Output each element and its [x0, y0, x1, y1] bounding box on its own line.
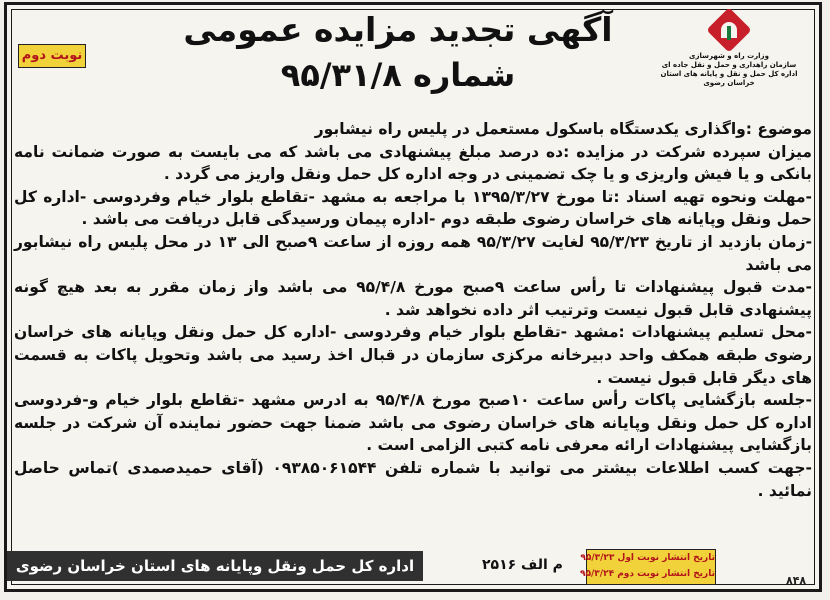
organization-logo-icon	[709, 12, 749, 52]
paragraph-deadline: -مدت قبول پیشنهادات تا رأس ساعت ۹صبح مورخ ۹۵/۴/۸ می باشد واز زمان مقرر به بعد هیچ گونه پیشنهادی قابل قبول نیست وترتیب اثر داده نخواهد شد .	[14, 278, 812, 319]
org-line-province: خراسان رضوی	[703, 79, 755, 87]
paragraph-submission: -محل تسلیم پیشنهادات :مشهد -تقاطع بلوار خیام وفردوسی -اداره کل حمل ونقل وپایانه های خراسان رضوی طبقه همکف واحد دبیرخانه مرکزی سازمان در قبال اخذ رسید می باشد وتحویل پاکات به قسمت های دیگر قابل قبول نیست .	[14, 323, 812, 387]
paragraph-subject: موضوع :واگذاری یکدستگاه باسکول مستعمل در پلیس راه نیشابور	[314, 120, 812, 138]
paragraph-contact: -جهت کسب اطلاعات بیشتر می توانید با شماره تلفن ۰۹۳۸۵۰۶۱۵۴۴ (آقای حمیدصمدی )تماس حاصل نمائید .	[14, 458, 812, 500]
title-block	[158, 8, 638, 98]
round-badge: نوبت دوم	[18, 44, 86, 68]
org-line-department: اداره کل حمل و نقل و پایانه های استان	[660, 70, 798, 78]
publish-date-first: تاریخ انتشار نوبت اول ۹۵/۳/۲۳	[580, 553, 715, 563]
org-line-ministry: وزارت راه و شهرسازی	[689, 52, 769, 60]
ad-title: آگهی تجدید مزایده عمومی	[183, 10, 613, 49]
org-line-organization: سازمان راهداری و حمل و نقل جاده ای	[661, 61, 797, 69]
reference-code: م الف ۲۵۱۶	[482, 557, 563, 573]
paragraph-documents: -مهلت ونحوه تهیه اسناد :تا مورخ ۱۳۹۵/۳/۲۷ با مراجعه به مشهد -تقاطع بلوار خیام وفردوسی -اداره کل حمل ونقل وپایانه های خراسان رضوی طبقه دوم -اداره پیمان ورسیدگی قابل دریافت می باشد .	[14, 187, 812, 229]
page-number: ۸۴۸	[786, 574, 807, 587]
organization-logo-block	[654, 12, 804, 112]
paragraph-visit: -زمان بازدید از تاریخ ۹۵/۳/۲۳ لغایت ۹۵/۳/۲۷ همه روزه از ساعت ۹صبح الی ۱۳ در محل پلیس راه نیشابور می باشد	[14, 232, 813, 274]
publish-date-second: تاریخ انتشار نوبت دوم ۹۵/۳/۲۴	[580, 569, 715, 579]
paragraph-opening: -جلسه بازگشایی پاکات رأس ساعت ۱۰صبح مورخ ۹۵/۴/۸ به ادرس مشهد -تقاطع بلوار خیام و-فردوسی اداره کل حمل ونقل وپایانه های خراسان رضوی می باشد ضمنا جهت حضور نماینده آن شرکت در جلسه بازگشایی پیشنهادات ارائه معرفی نامه کتبی الزامی است .	[14, 391, 812, 455]
footer-organization: اداره کل حمل ونقل وپایانه های استان خراسان رضوی	[7, 551, 423, 581]
ad-header	[8, 8, 810, 116]
publication-dates-box	[580, 549, 716, 585]
ad-number: شماره ۹۵/۳۱/۸	[280, 56, 516, 94]
ad-body	[14, 118, 812, 502]
paragraph-deposit: میزان سپرده شرکت در مزایده :ده درصد مبلغ پیشنهادی می باشد که می بایست به صورت ضمانت نامه بانکی و یا فیش واریزی و یا چک تضمینی در وجه اداره کل حمل ونقل واریز می گردد .	[14, 142, 812, 184]
